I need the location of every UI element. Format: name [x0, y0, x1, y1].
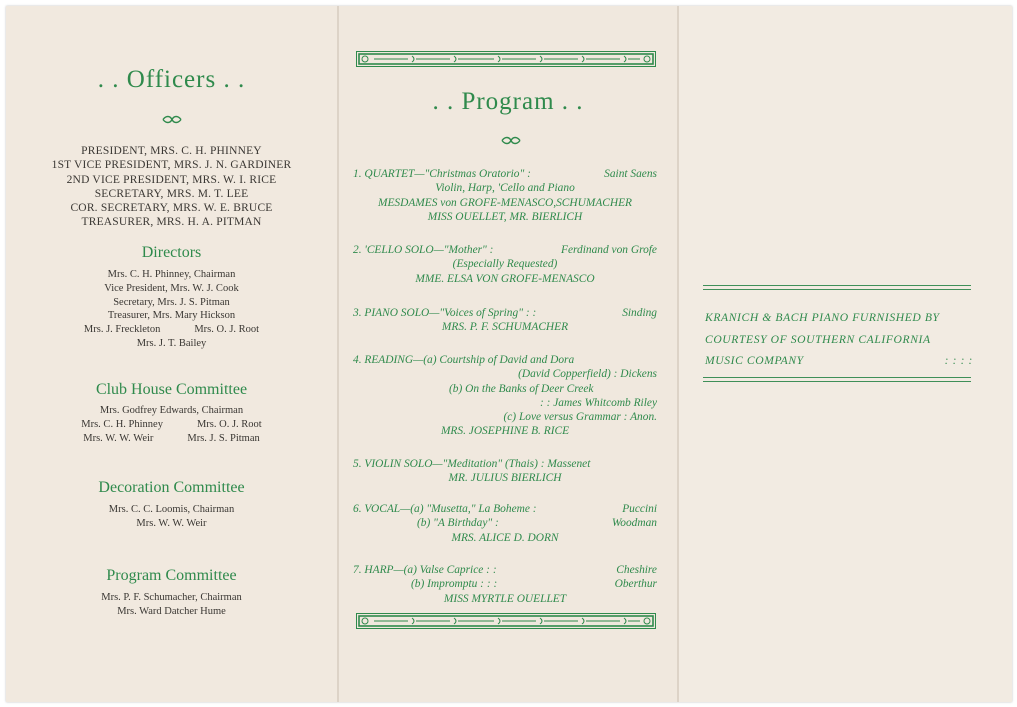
committee-member: Mrs. W. W. Weir: [83, 432, 154, 444]
item-composer: Oberthur: [614, 578, 657, 591]
committee-chair: Mrs. P. F. Schumacher, Chairman: [101, 592, 242, 603]
item-title: 1. QUARTET—"Christmas Oratorio" :: [353, 168, 531, 180]
committee-member: Mrs. O. J. Root: [196, 418, 262, 430]
program-item-6: [353, 502, 657, 545]
officers-panel: [6, 6, 337, 702]
item-sub: (b) "A Birthday" :: [417, 517, 499, 530]
item-performers: MR. JULIUS BIERLICH: [448, 472, 562, 485]
item-composer: Cheshire: [616, 564, 657, 576]
officer-line: PRESIDENT, MRS. C. H. PHINNEY: [81, 145, 262, 157]
officers-heading: . . Officers . .: [97, 66, 246, 93]
item-sub: (c) Love versus Grammar : Anon.: [503, 411, 657, 424]
program-committee-list: [6, 591, 337, 619]
committee-member: Mrs. J. S. Pitman: [187, 432, 260, 444]
item-note: (Especially Requested): [452, 258, 558, 271]
item-composer: Saint Saens: [604, 168, 657, 180]
program-item-2: [353, 243, 657, 286]
item-instruments: Violin, Harp, 'Cello and Piano: [435, 182, 575, 195]
item-sub: (b) On the Banks of Deer Creek: [449, 382, 594, 395]
director-line: Treasurer, Mrs. Mary Hickson: [107, 310, 236, 322]
border-ornament-icon: [356, 613, 656, 629]
committee-member: Mrs. Ward Datcher Hume: [117, 605, 226, 617]
program-item-3: [353, 306, 657, 335]
double-rule: [703, 285, 971, 290]
item-performers: MME. ELSA VON GROFE-MENASCO: [415, 272, 595, 285]
item-performers: MRS. JOSEPHINE B. RICE: [440, 425, 570, 438]
item-sub: (b) Impromptu : : :: [411, 578, 498, 591]
club-house-list: [6, 404, 337, 445]
director-line: Mrs. J. T. Bailey: [136, 337, 207, 349]
item-title: 7. HARP—(a) Valse Caprice : :: [353, 564, 497, 576]
director-name: Mrs. J. Freckleton: [83, 324, 161, 336]
committee-member: Mrs. W. W. Weir: [136, 517, 207, 529]
item-composer: Puccini: [622, 503, 657, 515]
program-panel: [339, 6, 677, 702]
item-composer: : : James Whitcomb Riley: [539, 396, 657, 409]
officer-line: COR. SECRETARY, MRS. W. E. BRUCE: [70, 202, 273, 215]
officers-list: [6, 144, 337, 230]
item-title: 2. 'CELLO SOLO—"Mother" :: [353, 244, 494, 256]
decoration-list: [6, 503, 337, 531]
program-item-7: [353, 563, 657, 606]
director-name: Mrs. O. J. Root: [194, 324, 260, 336]
item-performers: MISS MYRTLE OUELLET: [443, 592, 567, 605]
decoration-heading: Decoration Committee: [98, 479, 245, 496]
item-title: 4. READING—(a) Courtship of David and Dora: [353, 354, 575, 366]
item-composer: Woodman: [611, 517, 657, 530]
item-performers: MISS OUELLET, MR. BIERLICH: [427, 210, 583, 223]
item-title: 3. PIANO SOLO—"Voices of Spring" : :: [353, 307, 537, 319]
officer-line: 1ST VICE PRESIDENT, MRS. J. N. GARDINER: [51, 159, 292, 172]
committee-pair: [6, 418, 337, 432]
item-composer: Sinding: [622, 307, 657, 319]
border-ornament-icon: [356, 51, 656, 67]
committee-chair: Mrs. Godfrey Edwards, Chairman: [99, 405, 244, 416]
item-performers: MRS. ALICE D. DORN: [451, 531, 559, 544]
officer-line: SECRETARY, MRS. M. T. LEE: [94, 187, 249, 200]
director-line: Vice President, Mrs. W. J. Cook: [104, 282, 239, 294]
program-item-4: [353, 353, 657, 439]
item-performers: MRS. P. F. SCHUMACHER: [441, 321, 569, 334]
item-composer: (David Copperfield) : Dickens: [518, 368, 657, 381]
directors-list: [6, 268, 337, 351]
credit-panel: [679, 6, 1012, 702]
committee-member: Mrs. C. H. Phinney: [81, 418, 163, 430]
credit-line: COURTESY OF SOUTHERN CALIFORNIA: [705, 332, 931, 346]
double-rule: [703, 377, 971, 382]
item-title: 6. VOCAL—(a) "Musetta," La Boheme :: [353, 503, 537, 515]
program-sheet: [6, 6, 1012, 702]
program-committee-heading: Program Committee: [106, 567, 237, 584]
piano-credit: [705, 307, 973, 372]
officer-line: 2ND VICE PRESIDENT, MRS. W. I. RICE: [66, 173, 277, 186]
director-line: Secretary, Mrs. J. S. Pitman: [113, 296, 230, 308]
item-performers: MESDAMES von GROFE-MENASCO,SCHUMACHER: [377, 196, 633, 209]
officer-line: TREASURER, MRS. H. A. PITMAN: [81, 216, 262, 229]
club-house-heading: Club House Committee: [95, 381, 248, 398]
program-heading: . . Program . .: [432, 88, 584, 115]
item-composer: Ferdinand von Grofe: [561, 244, 657, 256]
committee-chair: Mrs. C. C. Loomis, Chairman: [108, 504, 235, 515]
program-item-1: [353, 167, 657, 224]
ornament-icon: [500, 136, 522, 145]
committee-pair: [6, 432, 337, 446]
program-item-5: [353, 457, 657, 486]
credit-line: MUSIC COMPANY: [705, 354, 804, 367]
credit-dots: : : : :: [944, 354, 973, 367]
credit-line: KRANICH & BACH PIANO FURNISHED BY: [705, 311, 940, 324]
director-pair: [6, 323, 337, 337]
directors-heading: Directors: [141, 244, 202, 261]
item-title: 5. VIOLIN SOLO—"Meditation" (Thais) : Massenet: [353, 458, 591, 470]
ornament-icon: [161, 115, 183, 124]
director-line: Mrs. C. H. Phinney, Chairman: [107, 269, 236, 280]
